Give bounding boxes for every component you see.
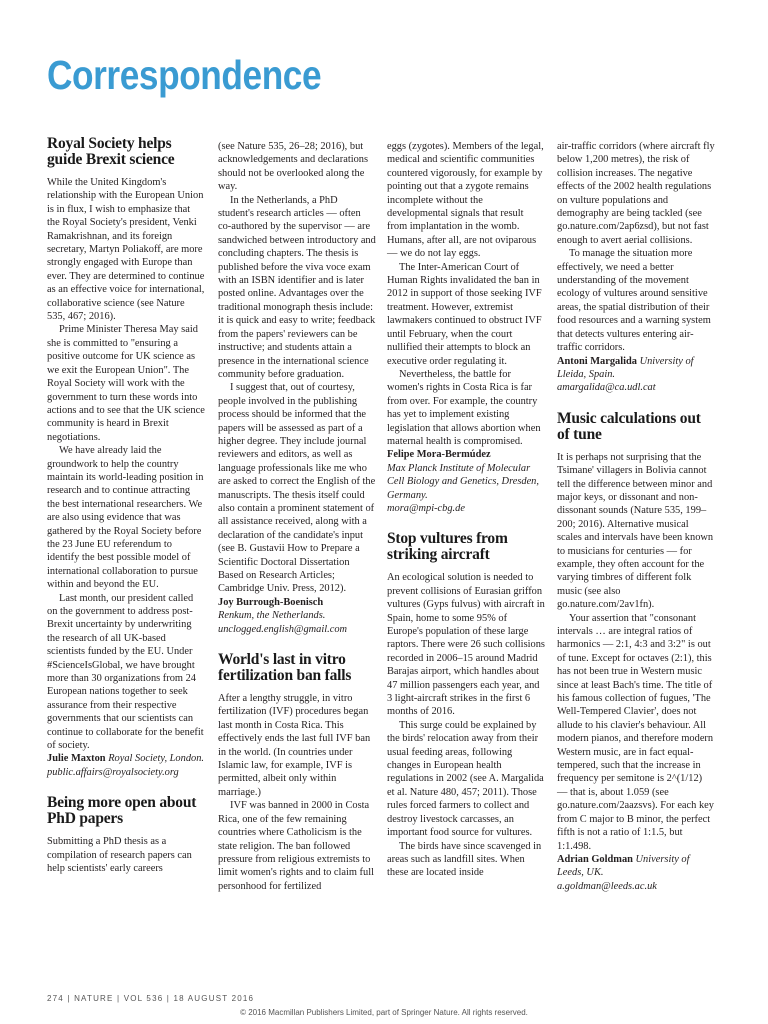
author-affiliation: Royal Society, London. [108,753,205,765]
author-email[interactable]: amargalida@ca.udl.cat [557,382,656,394]
author-affiliation: Renkum, the Netherlands. [218,610,326,622]
article-paragraph: This surge could be explained by the birds' relocation away from their usual feeding areas, following changes in European health regulations in 2002 (see A. Margalida et al. Nature 480, 457; 2011). Those rules forced farmers to collect and destroy livestock carcasses, an important food source for vultures. [387,719,544,839]
article-paragraph: I suggest that, out of courtesy, people involved in the publishing process should be informed that the papers will be assessed as part of a higher degree. They include journal reviewers and editors, as well as language professionals like me who are asked to correct the English of the manuscripts. The thesis itself could also contain a prominent statement of all assistance received, along with a declaration of the candidate's input (see B. Gustavii How to Prepare a Scientific Doctoral Dissertation Based on Research Articles; Cambridge Univ. Press, 2012). [218,382,376,595]
author-name: Adrian Goldman [557,853,633,865]
author-email[interactable]: unclogged.english@gmail.com [218,623,348,635]
article-paragraph: An ecological solution is needed to prevent collisions of Eurasian griffon vultures (Gyps fulvus) with aircraft in Spain, home to some 95% of Europe's population of these large raptors. There were 26 such collisions recorded in 2006–15 around Madrid Barajas airport, which handles about 47 million passengers each year, and 3 light-aircraft strikes in the first 6 months of 2016. [387,572,545,718]
article-paragraph: In the Netherlands, a PhD student's research articles — often co-authored by the supervisor — are sandwiched between introductory and concluding chapters. The thesis is published before the viva voce exam with an ISBN identifier and is later posted online. Advantages over the traditional monograph thesis include: it is quick and easy to write; feedback from the papers' reviewers can be instructive; and students attain a presence in the international science community before graduation. [218,194,376,380]
page-footer-folio: 274 | NATURE | VOL 536 | 18 AUGUST 2016 [47,994,255,1003]
article-paragraph: air-traffic corridors (where aircraft fly below 1,200 metres), the risk of collision increases. The negative effects of the 2002 health regulations on vulture populations and demography are being tackled (see go.nature.com/2ap6zsd), but not fast enough to avert aerial collisions. [557,141,715,246]
author-signature [387,448,545,515]
article-paragraph: Nevertheless, the battle for women's rights in Costa Rica is far from over. For example, the country has yet to implement existing legislation that allows abortion when maternal health is compromised. [387,368,541,447]
author-signature [557,853,715,893]
article-paragraph: Last month, our president called on the government to address post-Brexit uncertainty by underwriting the research of all UK-based scientists funded by the EU. Under #ScienceIsGlobal, we have brought more than 30 organizations from 24 European nations together to seek assurance from their respective governments that our scientists can continue to collaborate for the benefit of society. [47,592,204,752]
article-paragraph: The Inter-American Court of Human Rights invalidated the ban in 2012 in support of those seeking IVF treatment. However, extremist lawmakers continued to obstruct IVF until February, when the court nullified their attempts to block an executive order regulating it. [387,261,542,367]
author-signature [557,355,715,395]
author-name: Antoni Margalida [557,355,637,367]
author-name: Julie Maxton [47,753,106,765]
column-4 [557,140,715,893]
article-paragraph: It is perhaps not surprising that the Tsimane' villagers in Bolivia cannot tell the difference between minor and major keys, or dissonant and non-dissonant sounds (Nature 535, 199–200; 2016). Alternative musical scales and intervals have been known to musicians for centuries — for example, they often account for the varying timbres of different folk music (see also go.nature.com/2av1fn). [557,451,714,611]
article-paragraph: eggs (zygotes). Members of the legal, medical and scientific communities countered vigorously, for example by pointing out that a zygote remains incomplete without the developmental signals that result from implantation in the womb. Humans, after all, are not oviparous — we do not lay eggs. [387,141,544,260]
article-title-phd: Being more open about PhD papers [47,794,197,828]
article-title-ivf: World's last in vitro fertilization ban falls [218,651,352,685]
column-1 [47,136,205,876]
article-paragraph: The birds have since scavenged in areas such as landfill sites. When these are located inside [387,840,542,879]
author-signature [218,596,376,636]
article-paragraph: Submitting a PhD thesis as a compilation of research papers can help scientists' early careers [47,836,192,875]
article-paragraph: IVF was banned in 2000 in Costa Rica, one of the few remaining countries where Catholicism is the state religion. The ban followed pressure from religious extremists to limit women's rights and to claim full personhood for fertilized [218,800,374,892]
section-title: Correspondence [47,52,322,98]
article-paragraph: Prime Minister Theresa May said she is committed to "ensuring a positive outcome for UK science as we exit the European Union". The Royal Society will work with the government to turn these words into actions and to see that the UK science community is heard in Brexit negotiations. [47,324,205,443]
author-name: Joy Burrough-Boenisch [218,596,324,608]
author-name: Felipe Mora-Bermúdez [387,449,491,461]
column-3 [387,140,545,880]
author-email[interactable]: public.affairs@royalsociety.org [47,766,179,778]
author-affiliation: University of Lleida, Spain. [557,355,694,380]
article-paragraph: While the United Kingdom's relationship with the European Union is in flux, I wish to emphasize that the Royal Society's president, Venki Ramakrishnan, and its foreign secretary, Martyn Poliakoff, are more strongly engaged with Europe than ever. They are determined to continue as an effective voice for international, collaborative science (see Nature 535, 467; 2016). [47,177,205,323]
article-title-vultures: Stop vultures from striking aircraft [387,530,508,564]
article-title-brexit: Royal Society helps guide Brexit science [47,135,175,168]
author-email[interactable]: a.goldman@leeds.ac.uk [557,880,657,892]
author-signature [47,752,205,779]
article-paragraph: To manage the situation more effectively, we need a better understanding of the movement ecology of vultures around sensitive areas, the spatial distribution of their food resources and a warning system that detects vultures entering air-traffic corridors. [557,248,711,354]
author-affiliation: University of Leeds, UK. [557,853,690,879]
article-paragraph: Your assertion that "consonant intervals … are integral ratios of harmonics — 2:1, 4:3 and 3:2" is out of tune. Except for octaves (2:1), this has not been true in Western music since at least Bach's time. The title of his famous collection of fugues, 'The Well-Tempered Clavier', does not allude to his clavier's behaviour. All modern pianos, and therefore modern Western music, are in fact equal-tempered, such that the increase in frequency per semitone is 2^(1/12) — that is, about 1.059 (see go.nature.com/2aazsvs). For each key from C major to B minor, the perfect fifth is not a ratio of 1:1.5, but 1:1.498. [557,612,714,852]
column-2 [218,140,376,893]
article-paragraph: (see Nature 535, 26–28; 2016), but acknowledgements and declarations should not be overlooked along the way. [218,141,369,193]
article-paragraph: We have already laid the groundwork to help the country maintain its world-leading position in research and to continue attracting the best international researchers. We are also using evidence that was gathered by the Royal Society before the 23 June EU referendum to identify the best possible model of international collaboration to pursue within and beyond the EU. [47,445,204,591]
copyright-notice: © 2016 Macmillan Publishers Limited, part of Springer Nature. All rights reserved. [240,1008,528,1017]
article-paragraph: After a lengthy struggle, in vitro fertilization (IVF) procedures began last month in Costa Rica. This effectively ends the last full IVF ban in the world. (In countries under Islamic law, for example, IVF is permitted, albeit only within marriage.) [218,693,371,798]
author-affiliation: Max Planck Institute of Molecular Cell Biology and Genetics, Dresden, Germany. [387,462,539,501]
author-email[interactable]: mora@mpi-cbg.de [387,502,465,514]
article-title-music: Music calculations out of tune [557,409,701,443]
